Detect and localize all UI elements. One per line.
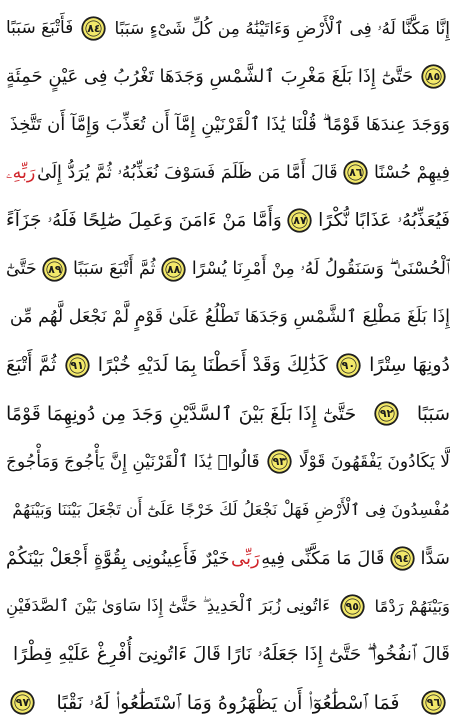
verse-text: وَوَجَدَ عِندَهَا قَوْمًا ۗ قُلْنَا يَٰذَا ٱلْقَرْنَيْنِ إِمَّآ أَن تُعَذِّبَ وَإِمَّآ أَن تَتَّخِذَ <box>9 113 450 135</box>
verse-text: حَتَّىٰٓ إِذَا بَلَغَ بَيْنَ ٱلسَّدَّيْنِ وَجَدَ مِن دُونِهِمَا قَوْمًا <box>6 402 357 425</box>
text-line <box>6 486 450 534</box>
text-line <box>6 100 450 148</box>
verse-text: قَالَ أَمَّا مَن ظَلَمَ فَسَوْفَ نُعَذِّبُهُۥ ثُمَّ يُرَدُّ إِلَىٰ <box>37 162 338 183</box>
verse-text: ثُمَّ أَتْبَعَ سَبَبًا <box>73 259 156 280</box>
ayah-number: ٨٩ <box>48 262 62 276</box>
ayah-number: ٩٠ <box>341 358 356 372</box>
ayah-number-marker-icon <box>420 689 447 716</box>
ayah-number-marker-icon <box>80 15 107 42</box>
verse-text: قَالَ ٱنفُخُوا۟ ۖ حَتَّىٰٓ إِذَا جَعَلَهُۥ نَارًا قَالَ ءَاتُونِىٓ أُفْرِغْ عَلَيْهِ قِطْرًا <box>13 644 450 666</box>
ayah-number: ٩٧ <box>15 696 30 710</box>
ayah-number-marker-icon <box>41 256 68 283</box>
verse-text: سَدًّا <box>420 547 450 569</box>
text-line <box>6 149 450 197</box>
verse-text: فِيهِمْ حُسْنًا <box>374 162 450 183</box>
text-line <box>6 197 450 245</box>
text-line <box>6 245 450 293</box>
divine-name-text: رَبِّهِۦ <box>6 162 36 183</box>
verse-text: ٱلْحُسْنَىٰ ۖ وَسَنَقُولُ لَهُۥ مِنْ أَمْرِنَا يُسْرًا <box>191 259 450 280</box>
verse-text: وَأَمَّا مَنْ ءَامَنَ وَعَمِلَ صَٰلِحًا فَلَهُۥ جَزَآءً <box>6 210 282 232</box>
verse-text: فَيُعَذِّبُهُۥ عَذَابًا نُّكْرًا <box>318 210 450 232</box>
verse-text: وَبَيْنَهُمْ رَدْمًا <box>374 596 450 616</box>
text-line <box>6 4 450 52</box>
verse-text: حَتَّىٰٓ <box>6 259 37 280</box>
ayah-number: ٩٤ <box>395 551 410 565</box>
ayah-number: ٨٨ <box>166 262 181 276</box>
ayah-number-marker-icon <box>335 352 362 379</box>
verse-text: قَالَ مَا مَكَّنِّى فِيهِ <box>261 547 385 569</box>
ayah-number: ٩٢ <box>379 407 394 421</box>
ayah-number-marker-icon <box>420 63 447 90</box>
ayah-number-marker-icon <box>339 593 366 620</box>
ayah-number-marker-icon <box>266 448 293 475</box>
ayah-number: ٩٣ <box>272 455 286 469</box>
text-line <box>6 293 450 341</box>
verse-text: مُفْسِدُونَ فِى ٱلْأَرْضِ فَهَلْ نَجْعَلُ لَكَ خَرْجًا عَلَىٰٓ أَن تَجْعَلَ بَيْنَنَا وَبَيْنَهُمْ <box>12 500 450 520</box>
verse-text: سَبَبًا <box>416 402 450 425</box>
text-line <box>6 630 450 678</box>
verse-text: دُونِهَا سِتْرًا <box>369 354 450 377</box>
ayah-number-marker-icon <box>64 352 91 379</box>
ayah-number-marker-icon <box>286 207 313 234</box>
ayah-number: ٨٧ <box>293 214 307 228</box>
verse-text: ءَاتُونِى زُبَرَ ٱلْحَدِيدِ ۖ حَتَّىٰٓ إِذَا سَاوَىٰ بَيْنَ ٱلصَّدَفَيْنِ <box>6 596 330 616</box>
ayah-number-marker-icon <box>9 689 36 716</box>
verse-text: قَالُوا۟ يَٰذَا ٱلْقَرْنَيْنِ إِنَّ يَأْجُوجَ وَمَأْجُوجَ <box>6 452 260 473</box>
text-line <box>6 341 450 389</box>
ayah-number: ٨٦ <box>349 166 363 180</box>
ayah-number-marker-icon <box>373 400 400 427</box>
ayah-number: ٩٦ <box>426 696 441 710</box>
verse-text: إِذَا بَلَغَ مَطْلِعَ ٱلشَّمْسِ وَجَدَهَا تَطْلُعُ عَلَىٰ قَوْمٍ لَّمْ نَجْعَل لَّهُم مِّن <box>9 307 450 328</box>
ayah-number-marker-icon <box>342 159 369 186</box>
ayah-number: ٨٤ <box>87 21 101 35</box>
text-line <box>6 534 450 582</box>
verse-text: حَتَّىٰٓ إِذَا بَلَغَ مَغْرِبَ ٱلشَّمْسِ وَجَدَهَا تَغْرُبُ فِى عَيْنٍ حَمِئَةٍ <box>6 65 414 87</box>
verse-text: لَّا يَكَادُونَ يَفْقَهُونَ قَوْلًا <box>298 451 450 472</box>
verse-text: فَأَتْبَعَ سَبَبًا <box>6 18 74 39</box>
text-line <box>6 390 450 438</box>
text-line <box>6 438 450 486</box>
ayah-number-marker-icon <box>389 545 416 572</box>
text-line <box>6 52 450 100</box>
ayah-number: ٩١ <box>70 358 84 372</box>
verse-text: ثُمَّ أَتْبَعَ <box>6 354 57 377</box>
ayah-number: ٩٥ <box>345 599 359 613</box>
ayah-number-marker-icon <box>160 256 187 283</box>
text-line <box>6 679 450 727</box>
verse-text: خَيْرٌ فَأَعِينُونِى بِقُوَّةٍ أَجْعَلْ بَيْنَكُمْ <box>6 547 230 569</box>
ayah-number: ٨٥ <box>426 69 441 83</box>
divine-name-text: رَبِّى <box>231 547 260 569</box>
verse-text: إِنَّا مَكَّنَّا لَهُۥ فِى ٱلْأَرْضِ وَءَاتَيْنَٰهُ مِن كُلِّ شَىْءٍ سَبَبًا <box>114 18 450 39</box>
text-line <box>6 582 450 630</box>
verse-text: كَذَٰلِكَ وَقَدْ أَحَطْنَا بِمَا لَدَيْهِ خُبْرًا <box>97 354 328 377</box>
verse-text: فَمَا ٱسْطَٰعُوٓا۟ أَن يَظْهَرُوهُ وَمَا ٱسْتَطَٰعُوا۟ لَهُۥ نَقْبًا <box>56 691 400 714</box>
